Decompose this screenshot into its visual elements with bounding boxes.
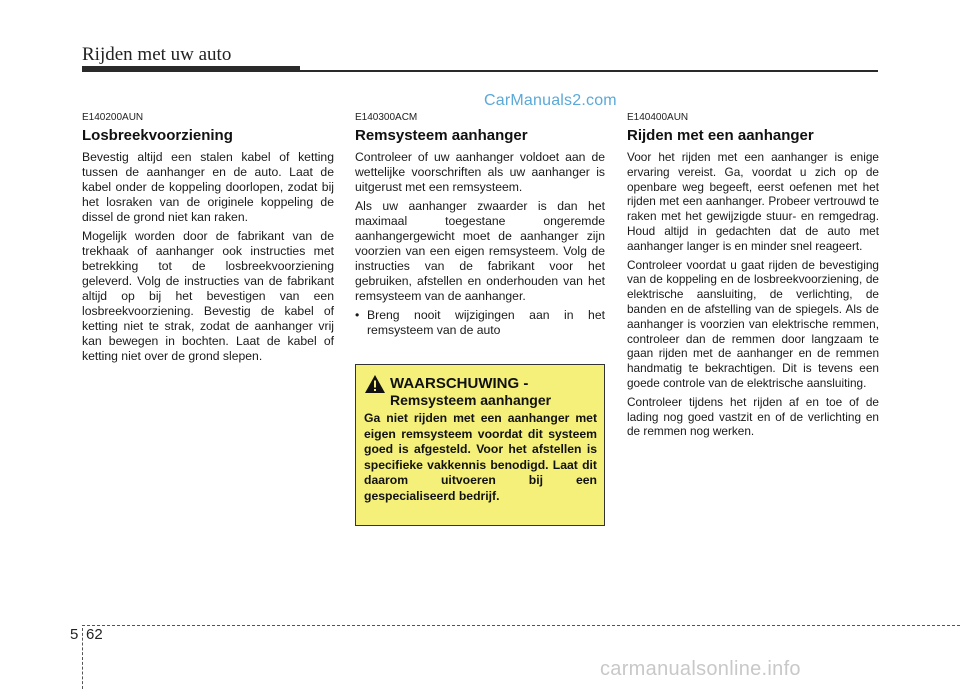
- warning-subheading: Remsysteem aanhanger: [390, 392, 552, 408]
- warning-box: [355, 364, 605, 526]
- section-title: Losbreekvoorziening: [82, 127, 233, 144]
- header-rule-thick: [82, 66, 300, 72]
- paragraph: Mogelijk worden door de fabrikant van de trekhaak of aanhanger ook instructies met betrekking tot de losbreekvoorziening geleverd. Volg de instructies van de fabrikant altijd op bij het bevestigen van een losbreekvoorziening. Bevestig de kabel of ketting niet te strak, zodat de aanhanger vrij kan bewegen in bochten. Laat de kabel of ketting niet over de grond slepen.: [82, 229, 334, 363]
- page-number: 62: [86, 626, 103, 643]
- section-code: E140400AUN: [627, 112, 689, 123]
- warning-heading: WAARSCHUWING -: [390, 375, 529, 392]
- section-rijden-met-aanhanger: [627, 112, 879, 443]
- section-remsysteem-aanhanger: [355, 112, 605, 338]
- chapter-number: 5: [70, 626, 79, 643]
- footer-vertical-rule: [82, 628, 83, 689]
- paragraph: Als uw aanhanger zwaarder is dan het maximaal toegestane ongeremde aanhangergewicht moet de aanhanger zijn voorzien van een eigen remsysteem. Volg de instructies van de fabrikant voor het gebruiken, afstellen en onderhouden van het remsysteem van de aanhanger.: [355, 199, 605, 303]
- bullet-dot-icon: •: [355, 308, 360, 322]
- warning-text: Ga niet rijden met een aanhanger met eigen remsysteem voordat dit systeem goed is afgesteld. Voor het afstellen is specifieke vakkennis benodigd. Laat dit daarom uitvoeren bij een gespecialiseerd bedrijf.: [364, 411, 597, 503]
- paragraph: Voor het rijden met een aanhanger is enige ervaring vereist. Ga, voordat u zich op de openbare weg begeeft, eerst oefenen met het rijden met een aanhanger. Probeer vertrouwd te raken met het gewijzigde stuur- en remgedrag. Houd altijd in gedachten dat de auto met aanhanger langer is en minder snel reageert.: [627, 150, 879, 253]
- paragraph: Bevestig altijd een stalen kabel of ketting tussen de aanhanger en de auto. Laat de kabel onder de koppeling doorlopen, zodat bij het losraken van de originele koppeling de dissel de grond niet kan raken.: [82, 150, 334, 224]
- footer-rule: [82, 625, 960, 626]
- bullet-item: [355, 308, 605, 338]
- warning-triangle-icon: [364, 374, 386, 394]
- section-code: E140200AUN: [82, 112, 144, 123]
- watermark-top-link[interactable]: CarManuals2.com: [484, 92, 617, 109]
- page-header-title: Rijden met uw auto: [82, 44, 232, 65]
- paragraph: Controleer voordat u gaat rijden de bevestiging van de koppeling en de losbreekvoorziening, de elektrische aansluiting, de verlichting, de banden en de afstelling van de spiegels. Als de aanhanger is voorzien van elektrische remmen, controleer dan de remmen door langzaam te gaan rijden met de aanhanger en de remmen handmatig te bekrachtigen. Dit is tevens een goede controle van de elektrische aansluiting.: [627, 257, 879, 390]
- bullet-text: Breng nooit wijzigingen aan in het remsysteem van de auto: [367, 308, 605, 337]
- section-code: E140300ACM: [355, 112, 418, 123]
- section-title: Rijden met een aanhanger: [627, 127, 814, 144]
- watermark-bottom-link[interactable]: carmanualsonline.info: [600, 658, 801, 680]
- section-title: Remsysteem aanhanger: [355, 127, 528, 144]
- section-losbreekvoorziening: [82, 112, 334, 368]
- header-rule-thin: [300, 70, 878, 72]
- paragraph: Controleer of uw aanhanger voldoet aan de wettelijke voorschriften als uw aanhanger is uitgerust met een remsysteem.: [355, 150, 605, 194]
- paragraph: Controleer tijdens het rijden af en toe of de lading nog goed vastzit en of de verlichting en de remmen nog werken.: [627, 394, 879, 439]
